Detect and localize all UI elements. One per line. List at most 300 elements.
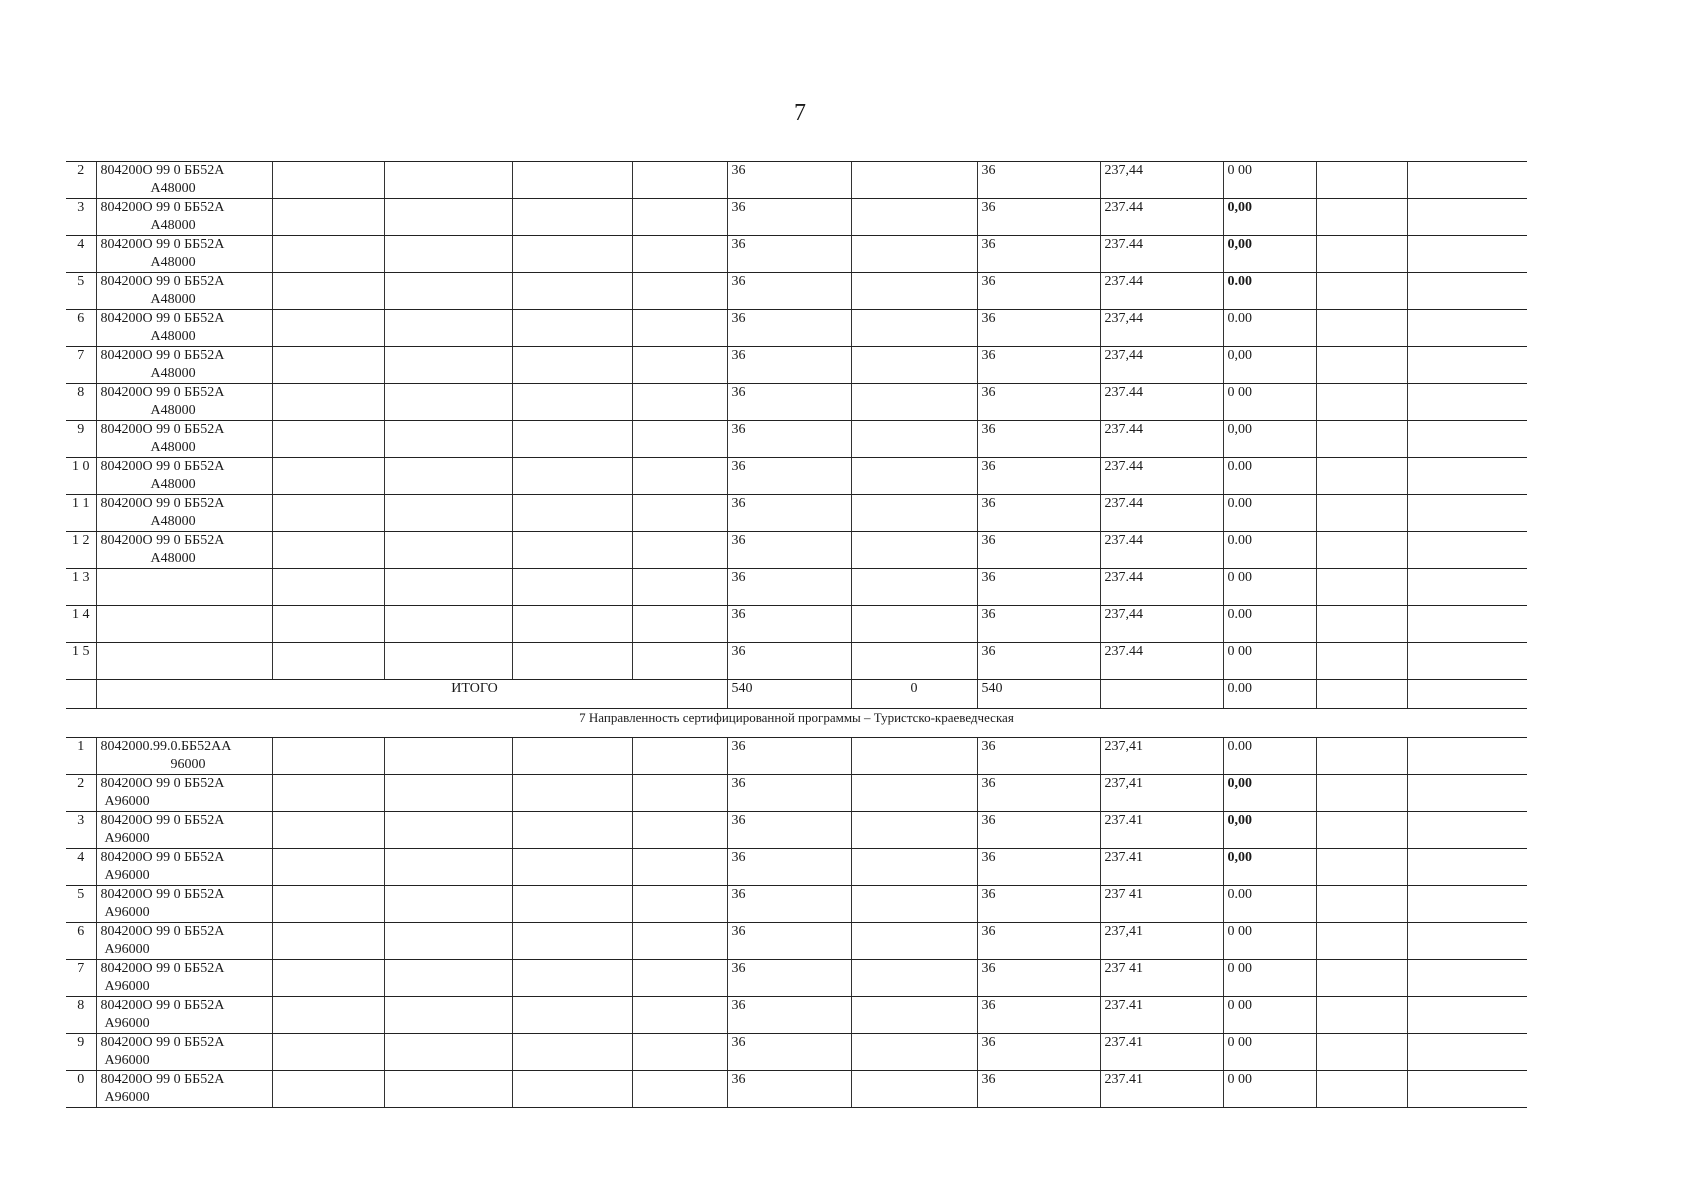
amount: 0 00 <box>1223 162 1316 199</box>
unit-cost: 237.44 <box>1100 421 1223 458</box>
hours-actual: 36 <box>977 421 1100 458</box>
unit-cost: 237.41 <box>1100 1034 1223 1071</box>
section-title: 7 Направленность сертифицированной программы – Туристско-краеведческая <box>66 709 1527 738</box>
hours-planned: 36 <box>727 532 851 569</box>
service-code-line1: 804200О 99 0 ББ52А <box>100 200 225 215</box>
empty-cell <box>384 569 512 606</box>
unit-cost: 237.41 <box>1100 849 1223 886</box>
empty-cell <box>384 738 512 775</box>
hours-actual: 36 <box>977 569 1100 606</box>
empty-cell <box>384 775 512 812</box>
service-code <box>96 384 272 421</box>
row-number: 5 <box>66 273 96 310</box>
amount: 0 00 <box>1223 997 1316 1034</box>
empty-cell <box>1316 886 1407 923</box>
empty-cell <box>1316 849 1407 886</box>
empty-cell <box>512 236 632 273</box>
unit-cost: 237.44 <box>1100 532 1223 569</box>
empty-cell <box>1407 812 1527 849</box>
empty-cell <box>384 923 512 960</box>
empty-cell <box>272 236 384 273</box>
amount: 0.00 <box>1223 310 1316 347</box>
empty-cell <box>851 1034 977 1071</box>
empty-cell <box>851 960 977 997</box>
hours-actual: 36 <box>977 849 1100 886</box>
table-row <box>66 421 1527 458</box>
empty-cell <box>384 886 512 923</box>
total-amount: 0.00 <box>1223 680 1316 709</box>
empty-cell <box>384 273 512 310</box>
table-row <box>66 569 1527 606</box>
hours-actual: 36 <box>977 606 1100 643</box>
service-code-line1: 804200О 99 0 ББ52А <box>100 533 225 548</box>
amount: 0 00 <box>1223 1071 1316 1108</box>
empty-cell <box>272 421 384 458</box>
service-code <box>96 162 272 199</box>
empty-cell <box>1316 738 1407 775</box>
empty-cell <box>1407 886 1527 923</box>
empty-cell <box>272 347 384 384</box>
row-number: 2 <box>66 162 96 199</box>
empty-cell <box>632 458 727 495</box>
empty-cell <box>632 923 727 960</box>
empty-cell <box>1407 495 1527 532</box>
empty-cell <box>1407 162 1527 199</box>
empty-cell <box>632 273 727 310</box>
empty-cell <box>512 310 632 347</box>
amount: 0,00 <box>1223 421 1316 458</box>
empty-cell <box>512 532 632 569</box>
empty-cell <box>272 199 384 236</box>
empty-cell <box>384 643 512 680</box>
empty-cell <box>1407 199 1527 236</box>
empty-cell <box>512 849 632 886</box>
hours-actual: 36 <box>977 886 1100 923</box>
amount: 0 00 <box>1223 569 1316 606</box>
empty-cell <box>632 812 727 849</box>
empty-cell <box>1407 960 1527 997</box>
empty-cell <box>1316 347 1407 384</box>
empty-cell <box>1407 680 1527 709</box>
empty-cell <box>272 458 384 495</box>
unit-cost: 237.44 <box>1100 643 1223 680</box>
empty-cell <box>384 1071 512 1108</box>
empty-cell <box>1316 1034 1407 1071</box>
unit-cost: 237,44 <box>1100 310 1223 347</box>
amount: 0,00 <box>1223 236 1316 273</box>
empty-cell <box>632 738 727 775</box>
row-number: 3 <box>66 199 96 236</box>
amount: 0.00 <box>1223 886 1316 923</box>
service-code-line1: 804200О 99 0 ББ52А <box>100 459 225 474</box>
empty-cell <box>1316 495 1407 532</box>
table-body <box>66 162 1527 1108</box>
hours-actual: 36 <box>977 775 1100 812</box>
service-code-line1: 804200О 99 0 ББ52А <box>100 850 225 865</box>
amount: 0.00 <box>1223 738 1316 775</box>
table-row <box>66 606 1527 643</box>
hours-planned: 36 <box>727 812 851 849</box>
hours-planned: 36 <box>727 606 851 643</box>
row-number: 0 <box>66 1071 96 1108</box>
hours-actual: 36 <box>977 310 1100 347</box>
unit-cost: 237,44 <box>1100 162 1223 199</box>
service-code-line1: 804200О 99 0 ББ52А <box>100 887 225 902</box>
service-code <box>96 569 272 606</box>
empty-cell <box>272 495 384 532</box>
empty-cell <box>1407 273 1527 310</box>
service-code <box>96 458 272 495</box>
service-code <box>96 738 272 775</box>
row-number: 1 <box>66 738 96 775</box>
service-code-line1: 804200О 99 0 ББ52А <box>100 813 225 828</box>
hours-planned: 36 <box>727 569 851 606</box>
hours-planned: 36 <box>727 997 851 1034</box>
hours-actual: 36 <box>977 997 1100 1034</box>
empty-cell <box>1407 458 1527 495</box>
empty-cell <box>272 1034 384 1071</box>
empty-cell <box>851 738 977 775</box>
empty-cell <box>632 643 727 680</box>
empty-cell <box>1316 775 1407 812</box>
empty-cell <box>851 923 977 960</box>
empty-cell <box>272 384 384 421</box>
empty-cell <box>512 812 632 849</box>
empty-cell <box>632 495 727 532</box>
empty-cell <box>1407 923 1527 960</box>
row-number: 1 2 <box>66 532 96 569</box>
service-code-line1: 804200О 99 0 ББ52А <box>100 998 225 1013</box>
empty-cell <box>384 199 512 236</box>
amount: 0 00 <box>1223 384 1316 421</box>
row-number: 6 <box>66 923 96 960</box>
hours-planned: 36 <box>727 273 851 310</box>
empty-cell <box>851 849 977 886</box>
row-number: 1 4 <box>66 606 96 643</box>
empty-cell <box>512 738 632 775</box>
empty-cell <box>1407 384 1527 421</box>
table-row <box>66 199 1527 236</box>
table-row <box>66 532 1527 569</box>
table-row <box>66 162 1527 199</box>
service-code-line2: А48000 <box>150 292 196 307</box>
unit-cost: 237.44 <box>1100 384 1223 421</box>
table-row <box>66 960 1527 997</box>
service-code-line2: А48000 <box>150 440 196 455</box>
empty-cell <box>1316 458 1407 495</box>
hours-actual: 36 <box>977 1034 1100 1071</box>
unit-cost: 237.44 <box>1100 495 1223 532</box>
unit-cost: 237 41 <box>1100 960 1223 997</box>
service-code-line2: А48000 <box>150 366 196 381</box>
hours-actual: 36 <box>977 812 1100 849</box>
unit-cost: 237,41 <box>1100 738 1223 775</box>
service-code-line2: А48000 <box>150 329 196 344</box>
empty-cell <box>1407 1071 1527 1108</box>
row-number: 1 0 <box>66 458 96 495</box>
empty-cell <box>851 310 977 347</box>
row-number: 3 <box>66 812 96 849</box>
service-code-line1: 804200О 99 0 ББ52А <box>100 924 225 939</box>
unit-cost: 237.41 <box>1100 812 1223 849</box>
service-code-line2: А48000 <box>150 551 196 566</box>
amount: 0.00 <box>1223 606 1316 643</box>
empty-cell <box>1316 569 1407 606</box>
empty-cell <box>384 310 512 347</box>
service-code-line2: 96000 <box>170 757 206 772</box>
unit-cost: 237.44 <box>1100 569 1223 606</box>
empty-cell <box>512 606 632 643</box>
empty-cell <box>512 421 632 458</box>
empty-cell <box>632 236 727 273</box>
empty-cell <box>632 606 727 643</box>
service-code <box>96 997 272 1034</box>
empty-cell <box>512 162 632 199</box>
service-code <box>96 199 272 236</box>
hours-actual: 36 <box>977 960 1100 997</box>
empty-cell <box>512 199 632 236</box>
amount: 0 00 <box>1223 923 1316 960</box>
empty-cell <box>1407 849 1527 886</box>
row-number: 7 <box>66 960 96 997</box>
amount: 0.00 <box>1223 273 1316 310</box>
empty-cell <box>272 960 384 997</box>
empty-cell <box>632 775 727 812</box>
empty-cell <box>272 997 384 1034</box>
service-code-line2: А48000 <box>150 181 196 196</box>
empty-cell <box>632 310 727 347</box>
table-row <box>66 775 1527 812</box>
hours-actual: 36 <box>977 236 1100 273</box>
empty-cell <box>384 812 512 849</box>
service-code <box>96 532 272 569</box>
row-number: 8 <box>66 997 96 1034</box>
hours-planned: 36 <box>727 886 851 923</box>
empty-cell <box>851 1071 977 1108</box>
unit-cost: 237.41 <box>1100 997 1223 1034</box>
hours-planned: 36 <box>727 236 851 273</box>
unit-cost: 237,44 <box>1100 606 1223 643</box>
empty-cell <box>851 997 977 1034</box>
empty-cell <box>512 960 632 997</box>
section-heading-row <box>66 709 1527 738</box>
hours-planned: 36 <box>727 384 851 421</box>
table-row <box>66 347 1527 384</box>
service-code-line1: 804200О 99 0 ББ52А <box>100 274 225 289</box>
service-code-line2: А48000 <box>150 218 196 233</box>
table-row <box>66 738 1527 775</box>
empty-cell <box>851 384 977 421</box>
amount: 0.00 <box>1223 532 1316 569</box>
empty-cell <box>851 532 977 569</box>
empty-cell <box>851 606 977 643</box>
empty-cell <box>384 960 512 997</box>
service-code-line2: А48000 <box>150 403 196 418</box>
amount: 0,00 <box>1223 347 1316 384</box>
empty-cell <box>1407 421 1527 458</box>
empty-cell <box>632 886 727 923</box>
row-number: 9 <box>66 1034 96 1071</box>
service-code-line1: 804200О 99 0 ББ52А <box>100 422 225 437</box>
empty-cell <box>1100 680 1223 709</box>
row-number: 2 <box>66 775 96 812</box>
row-number: 1 5 <box>66 643 96 680</box>
empty-cell <box>851 886 977 923</box>
empty-cell <box>632 960 727 997</box>
empty-cell <box>272 162 384 199</box>
page-number: 7 <box>794 100 806 126</box>
empty-cell <box>512 347 632 384</box>
empty-cell <box>272 569 384 606</box>
empty-cell <box>632 569 727 606</box>
service-code-line1: 804200О 99 0 ББ52А <box>100 348 225 363</box>
unit-cost: 237.44 <box>1100 273 1223 310</box>
hours-planned: 36 <box>727 643 851 680</box>
empty-cell <box>1407 236 1527 273</box>
table-row <box>66 236 1527 273</box>
empty-cell <box>272 1071 384 1108</box>
service-code <box>96 421 272 458</box>
hours-actual: 36 <box>977 495 1100 532</box>
hours-actual: 36 <box>977 199 1100 236</box>
empty-cell <box>1316 643 1407 680</box>
empty-cell <box>851 421 977 458</box>
empty-cell <box>384 606 512 643</box>
empty-cell <box>512 923 632 960</box>
empty-cell <box>384 997 512 1034</box>
table-row <box>66 849 1527 886</box>
hours-actual: 36 <box>977 384 1100 421</box>
empty-cell <box>1407 310 1527 347</box>
empty-cell <box>384 162 512 199</box>
hours-actual: 36 <box>977 458 1100 495</box>
total-hours-actual: 540 <box>977 680 1100 709</box>
empty-cell <box>1407 532 1527 569</box>
unit-cost: 237,41 <box>1100 923 1223 960</box>
service-code <box>96 960 272 997</box>
table-row <box>66 1071 1527 1108</box>
empty-cell <box>1407 569 1527 606</box>
empty-cell <box>1316 310 1407 347</box>
empty-cell <box>851 236 977 273</box>
empty-cell <box>384 458 512 495</box>
service-code-line2: А96000 <box>104 794 150 809</box>
hours-planned: 36 <box>727 775 851 812</box>
service-code <box>96 886 272 923</box>
empty-cell <box>1407 643 1527 680</box>
service-code-line2: А48000 <box>150 477 196 492</box>
row-number: 1 1 <box>66 495 96 532</box>
empty-cell <box>512 273 632 310</box>
amount: 0.00 <box>1223 458 1316 495</box>
amount: 0 00 <box>1223 643 1316 680</box>
table-row <box>66 495 1527 532</box>
hours-planned: 36 <box>727 1034 851 1071</box>
row-number: 4 <box>66 849 96 886</box>
empty-cell <box>1316 421 1407 458</box>
table-row <box>66 273 1527 310</box>
empty-cell <box>1407 775 1527 812</box>
empty-cell <box>66 680 96 709</box>
unit-cost: 237,44 <box>1100 347 1223 384</box>
empty-cell <box>272 849 384 886</box>
service-code-line1: 804200О 99 0 ББ52А <box>100 385 225 400</box>
service-code-line2: А48000 <box>150 255 196 270</box>
empty-cell <box>384 347 512 384</box>
empty-cell <box>272 923 384 960</box>
service-code <box>96 1034 272 1071</box>
hours-actual: 36 <box>977 1071 1100 1108</box>
hours-actual: 36 <box>977 643 1100 680</box>
empty-cell <box>384 1034 512 1071</box>
service-code-line2: А48000 <box>150 514 196 529</box>
service-code-line1: 8042000.99.0.ББ52АА <box>100 739 232 754</box>
amount: 0 00 <box>1223 960 1316 997</box>
service-code <box>96 849 272 886</box>
total-mid-value: 0 <box>851 680 977 709</box>
hours-actual: 36 <box>977 532 1100 569</box>
register-table <box>66 161 1527 1108</box>
service-code-line2: А96000 <box>104 831 150 846</box>
empty-cell <box>1316 162 1407 199</box>
empty-cell <box>384 849 512 886</box>
empty-cell <box>512 384 632 421</box>
unit-cost: 237.44 <box>1100 236 1223 273</box>
hours-planned: 36 <box>727 923 851 960</box>
service-code <box>96 236 272 273</box>
hours-actual: 36 <box>977 347 1100 384</box>
table-row <box>66 643 1527 680</box>
empty-cell <box>384 532 512 569</box>
hours-actual: 36 <box>977 273 1100 310</box>
table-row <box>66 1034 1527 1071</box>
empty-cell <box>1407 738 1527 775</box>
empty-cell <box>632 199 727 236</box>
empty-cell <box>1316 997 1407 1034</box>
hours-planned: 36 <box>727 162 851 199</box>
row-number: 7 <box>66 347 96 384</box>
empty-cell <box>1316 923 1407 960</box>
service-code <box>96 273 272 310</box>
empty-cell <box>512 775 632 812</box>
empty-cell <box>632 997 727 1034</box>
empty-cell <box>1407 606 1527 643</box>
empty-cell <box>272 310 384 347</box>
amount: 0,00 <box>1223 812 1316 849</box>
empty-cell <box>632 384 727 421</box>
table-row <box>66 997 1527 1034</box>
service-code <box>96 347 272 384</box>
hours-planned: 36 <box>727 960 851 997</box>
amount: 0,00 <box>1223 849 1316 886</box>
empty-cell <box>851 495 977 532</box>
service-code <box>96 606 272 643</box>
service-code-line1: 804200О 99 0 ББ52А <box>100 1035 225 1050</box>
empty-cell <box>1316 236 1407 273</box>
hours-actual: 36 <box>977 738 1100 775</box>
empty-cell <box>512 643 632 680</box>
total-label: ИТОГО <box>96 680 727 709</box>
hours-planned: 36 <box>727 738 851 775</box>
service-code-line2: А96000 <box>104 979 150 994</box>
empty-cell <box>632 347 727 384</box>
row-number: 1 3 <box>66 569 96 606</box>
amount: 0,00 <box>1223 199 1316 236</box>
service-code <box>96 812 272 849</box>
amount: 0,00 <box>1223 775 1316 812</box>
service-code-line1: 804200О 99 0 ББ52А <box>100 961 225 976</box>
service-code-line2: А96000 <box>104 1053 150 1068</box>
